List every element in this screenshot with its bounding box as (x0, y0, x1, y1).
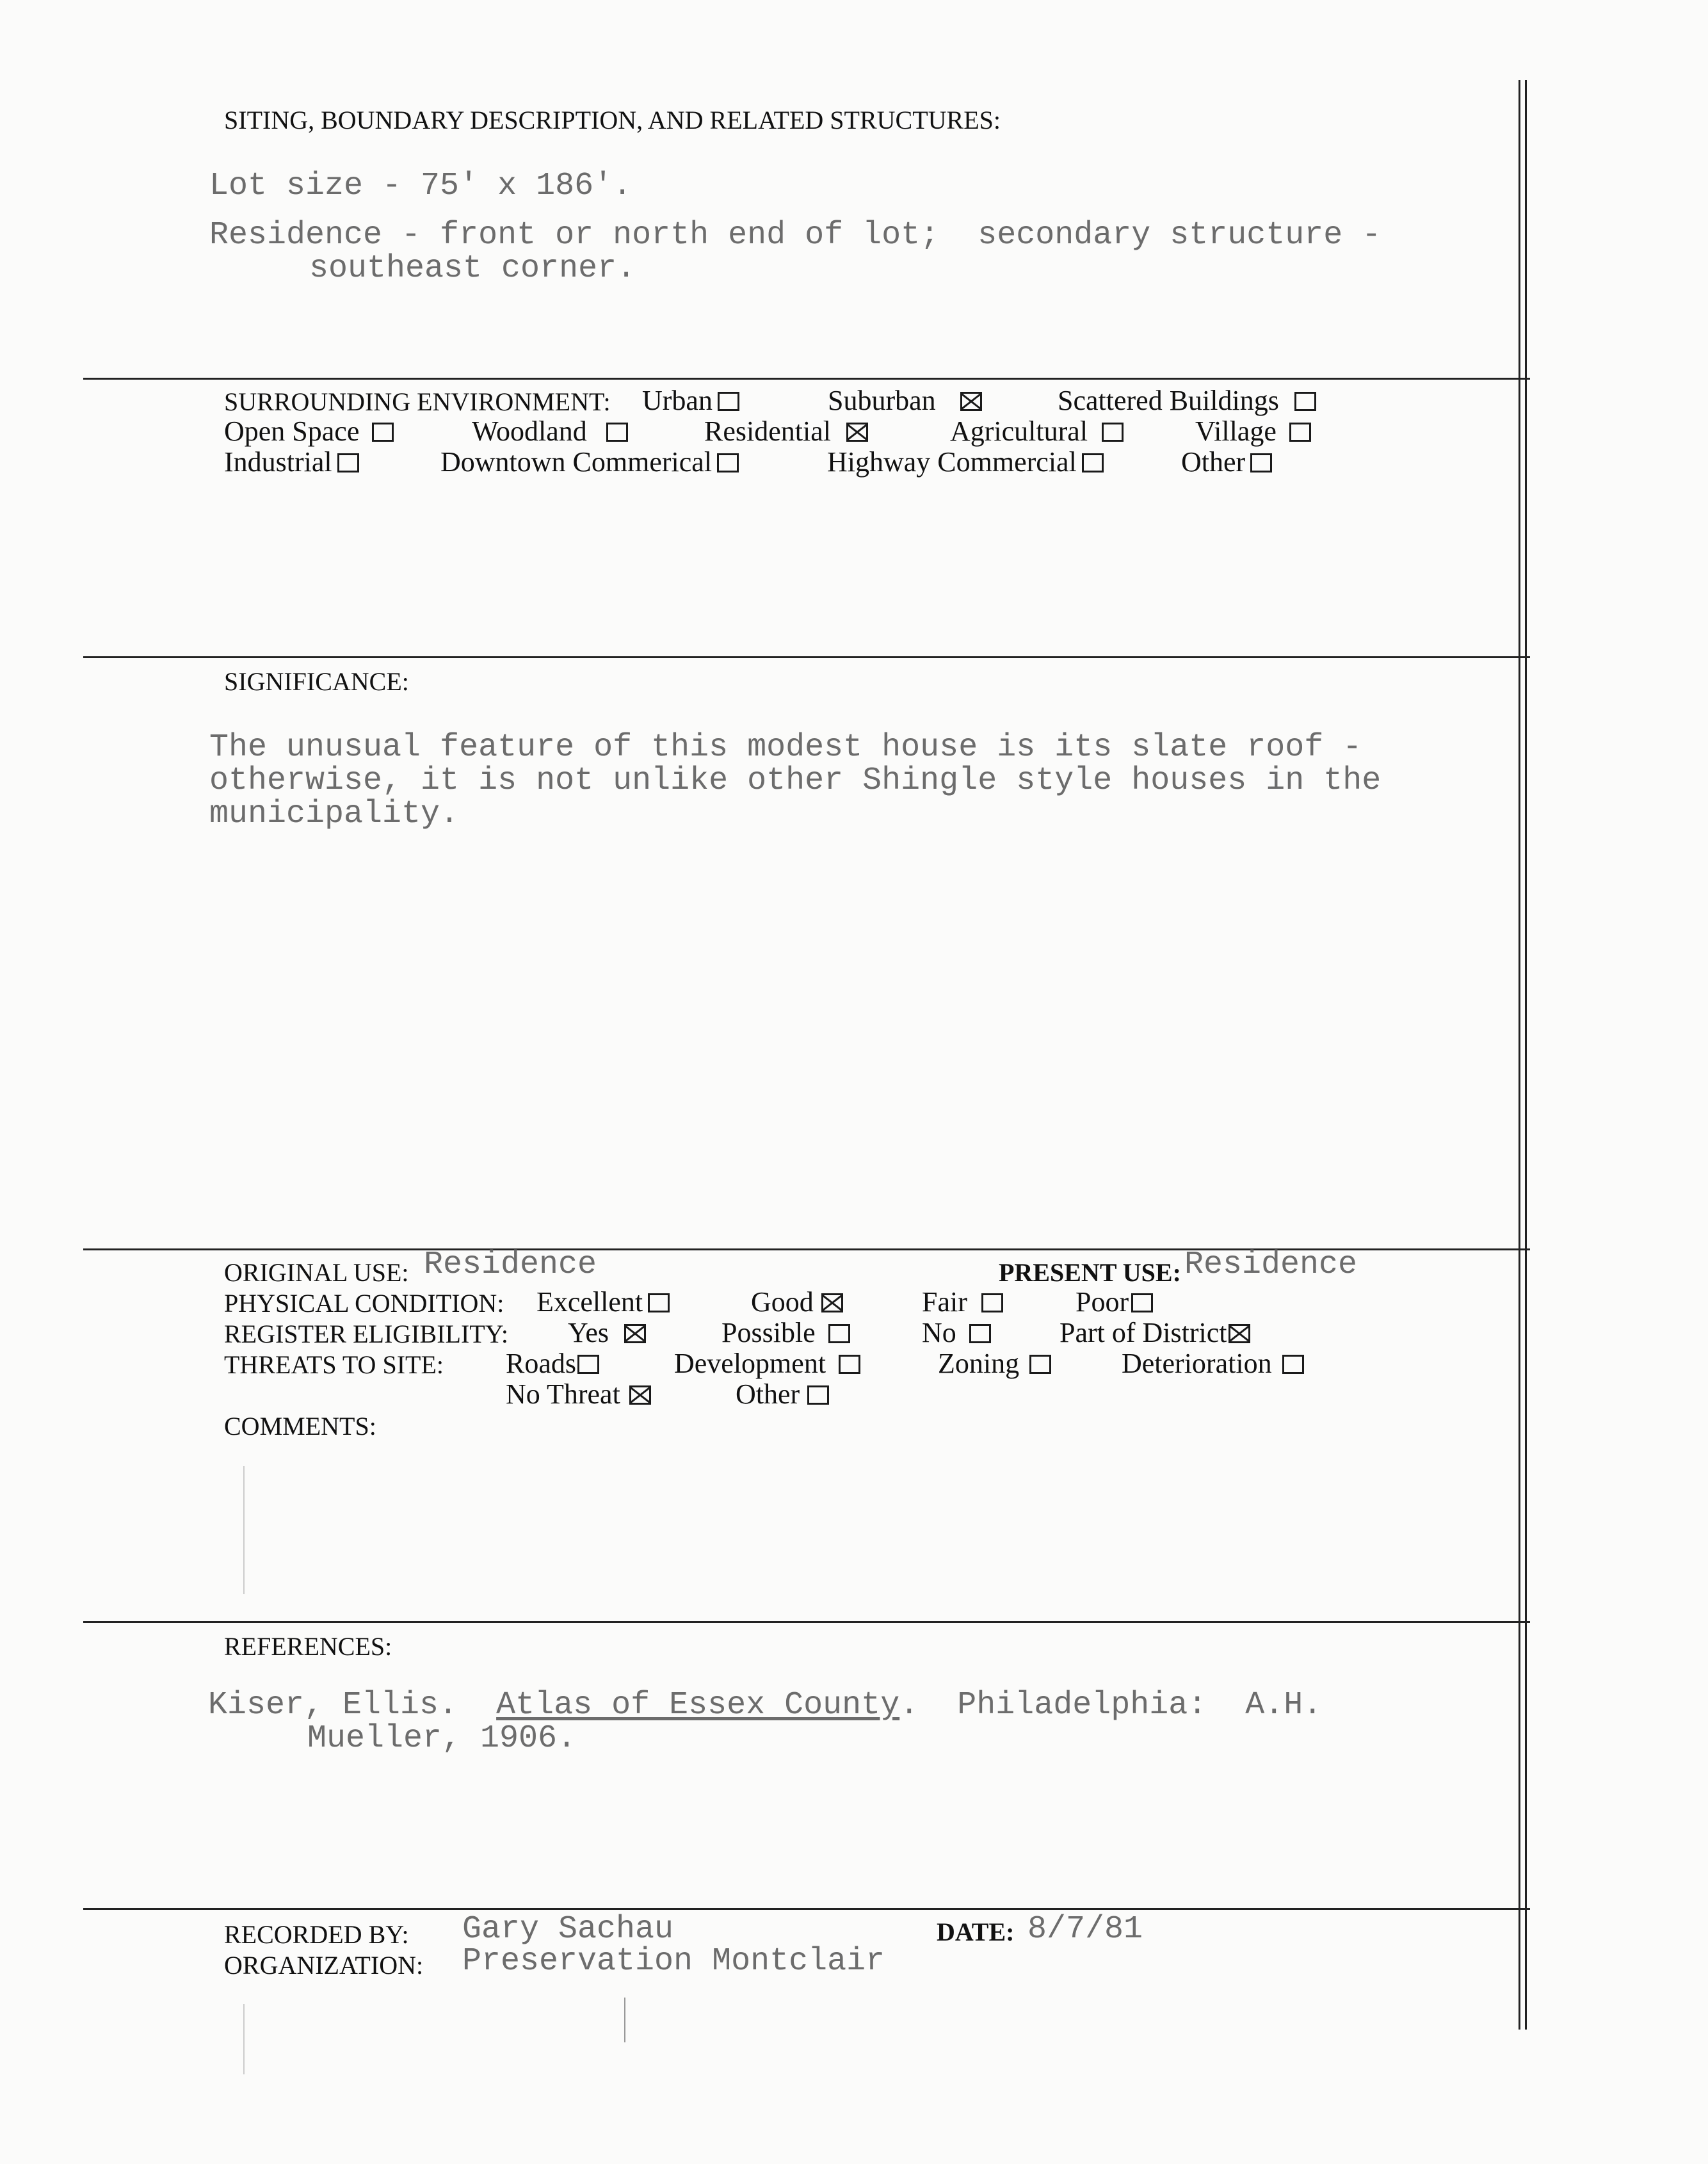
reference-publisher: . Philadelphia: A.H. (899, 1687, 1323, 1724)
checkbox-checked[interactable] (846, 423, 868, 442)
significance-text-line3: municipality. (209, 796, 460, 832)
threat-option-label: Other (736, 1378, 800, 1410)
scan-artifact-mark (624, 1998, 625, 2042)
eligibility-option-label: Part of District (1059, 1317, 1227, 1348)
right-border-line (1519, 80, 1520, 2030)
eligibility-option-possible[interactable] (721, 1319, 850, 1347)
checkbox[interactable] (648, 1293, 670, 1312)
checkbox[interactable] (1289, 423, 1311, 442)
checkbox[interactable] (1102, 423, 1124, 442)
eligibility-option-part-of-district[interactable] (1059, 1319, 1250, 1347)
condition-option-label: Poor (1076, 1286, 1129, 1318)
checkbox-checked[interactable] (960, 392, 982, 411)
date-value: 8/7/81 (1027, 1911, 1143, 1948)
siting-heading: SITING, BOUNDARY DESCRIPTION, AND RELATED STRUCTURES: (224, 106, 1001, 134)
environment-heading: SURROUNDING ENVIRONMENT: (224, 387, 611, 416)
eligibility-option-label: Yes (568, 1317, 609, 1348)
scan-artifact-mark (243, 1466, 245, 1594)
env-option-label: Suburban (828, 385, 936, 416)
env-option-label: Residential (704, 416, 831, 447)
section-divider-1 (83, 378, 1530, 380)
checkbox[interactable] (1294, 392, 1316, 411)
env-option-open-space[interactable] (224, 417, 394, 446)
env-option-label: Industrial (224, 446, 332, 478)
threat-option-other[interactable] (736, 1380, 829, 1409)
original-use-label: ORIGINAL USE: (224, 1258, 409, 1287)
env-option-residential[interactable] (704, 417, 868, 446)
organization-value: Preservation Montclair (462, 1943, 885, 1980)
significance-heading: SIGNIFICANCE: (224, 667, 409, 696)
checkbox-checked[interactable] (624, 1324, 646, 1343)
eligibility-option-yes[interactable] (568, 1319, 646, 1347)
recorded-by-value: Gary Sachau (462, 1911, 674, 1948)
env-option-label: Downtown Commerical (440, 446, 713, 478)
env-option-scattered-buildings[interactable] (1058, 387, 1316, 415)
env-option-label: Highway Commercial (827, 446, 1077, 478)
threat-option-label: Deterioration (1122, 1348, 1272, 1379)
siting-description-line2: southeast corner. (309, 250, 636, 287)
checkbox[interactable] (839, 1355, 860, 1374)
env-option-label: Woodland (472, 416, 587, 447)
right-border-line-inner (1525, 80, 1527, 2030)
env-option-urban[interactable] (642, 387, 739, 415)
condition-option-label: Excellent (536, 1286, 643, 1318)
checkbox[interactable] (1131, 1293, 1153, 1312)
threat-option-label: No Threat (506, 1378, 620, 1410)
condition-option-good[interactable] (751, 1288, 843, 1316)
checkbox[interactable] (1029, 1355, 1051, 1374)
reference-line1 (208, 1689, 1322, 1722)
env-option-label: Scattered Buildings (1058, 385, 1279, 416)
original-use-value: Residence (424, 1247, 597, 1283)
env-option-downtown-commercial[interactable] (440, 448, 739, 476)
comments-label: COMMENTS: (224, 1412, 376, 1441)
section-divider-4 (83, 1621, 1530, 1623)
checkbox[interactable] (1082, 453, 1104, 472)
checkbox[interactable] (807, 1385, 829, 1405)
threat-option-label: Zoning (938, 1348, 1020, 1379)
env-option-village[interactable] (1195, 417, 1311, 446)
condition-option-poor[interactable] (1076, 1288, 1153, 1316)
env-option-label: Open Space (224, 416, 360, 447)
checkbox[interactable] (718, 392, 739, 411)
threat-option-label: Development (674, 1348, 826, 1379)
threat-option-label: Roads (506, 1348, 576, 1379)
eligibility-option-label: No (922, 1317, 956, 1348)
reference-author: Kiser, Ellis. (208, 1687, 458, 1724)
condition-option-label: Good (751, 1286, 814, 1318)
threat-option-roads[interactable] (506, 1350, 599, 1378)
condition-option-label: Fair (922, 1286, 967, 1318)
eligibility-option-label: Possible (721, 1317, 816, 1348)
scan-artifact-mark (243, 2004, 245, 2074)
env-option-woodland[interactable] (472, 417, 628, 446)
siting-lot-size: Lot size - 75' x 186'. (209, 168, 632, 204)
checkbox[interactable] (577, 1355, 599, 1374)
date-label: DATE: (937, 1918, 1015, 1946)
threat-option-no-threat[interactable] (506, 1380, 651, 1409)
checkbox[interactable] (1282, 1355, 1304, 1374)
checkbox[interactable] (372, 423, 394, 442)
eligibility-option-no[interactable] (922, 1319, 991, 1347)
checkbox[interactable] (337, 453, 359, 472)
threats-label: THREATS TO SITE: (224, 1350, 444, 1379)
env-option-highway-commercial[interactable] (827, 448, 1104, 476)
checkbox[interactable] (969, 1324, 991, 1343)
section-divider-2 (83, 656, 1530, 658)
threat-option-deterioration[interactable] (1122, 1350, 1304, 1378)
register-eligibility-label: REGISTER ELIGIBILITY: (224, 1320, 509, 1348)
checkbox-checked[interactable] (1229, 1324, 1250, 1343)
env-option-industrial[interactable] (224, 448, 359, 476)
checkbox[interactable] (828, 1324, 850, 1343)
env-option-suburban[interactable] (828, 387, 982, 415)
checkbox[interactable] (717, 453, 739, 472)
condition-option-fair[interactable] (922, 1288, 1003, 1316)
checkbox[interactable] (1250, 453, 1272, 472)
siting-description-line1: Residence - front or north end of lot; secondary structure - (209, 217, 1382, 254)
env-option-label: Village (1195, 416, 1277, 447)
recorded-by-label: RECORDED BY: (224, 1920, 409, 1949)
present-use-value: Residence (1184, 1247, 1358, 1283)
reference-line2: Mueller, 1906. (307, 1720, 577, 1757)
condition-option-excellent[interactable] (536, 1288, 670, 1316)
env-option-label: Urban (642, 385, 713, 416)
env-option-label: Other (1181, 446, 1246, 478)
significance-text-line2: otherwise, it is not unlike other Shingle style houses in the (209, 763, 1382, 799)
reference-title: Atlas of Essex County (496, 1687, 900, 1724)
present-use-label: PRESENT USE: (999, 1258, 1181, 1287)
checkbox-checked[interactable] (821, 1293, 843, 1312)
checkbox[interactable] (981, 1293, 1003, 1312)
env-option-label: Agricultural (950, 416, 1088, 447)
checkbox-checked[interactable] (629, 1385, 651, 1405)
significance-text-line1: The unusual feature of this modest house is its slate roof - (209, 729, 1362, 766)
physical-condition-label: PHYSICAL CONDITION: (224, 1289, 504, 1318)
threat-option-development[interactable] (674, 1350, 860, 1378)
env-option-agricultural[interactable] (950, 417, 1124, 446)
organization-label: ORGANIZATION: (224, 1951, 424, 1980)
checkbox[interactable] (606, 423, 628, 442)
section-divider-5 (83, 1908, 1530, 1910)
threat-option-zoning[interactable] (938, 1350, 1051, 1378)
references-heading: REFERENCES: (224, 1632, 392, 1661)
env-option-other[interactable] (1181, 448, 1272, 476)
